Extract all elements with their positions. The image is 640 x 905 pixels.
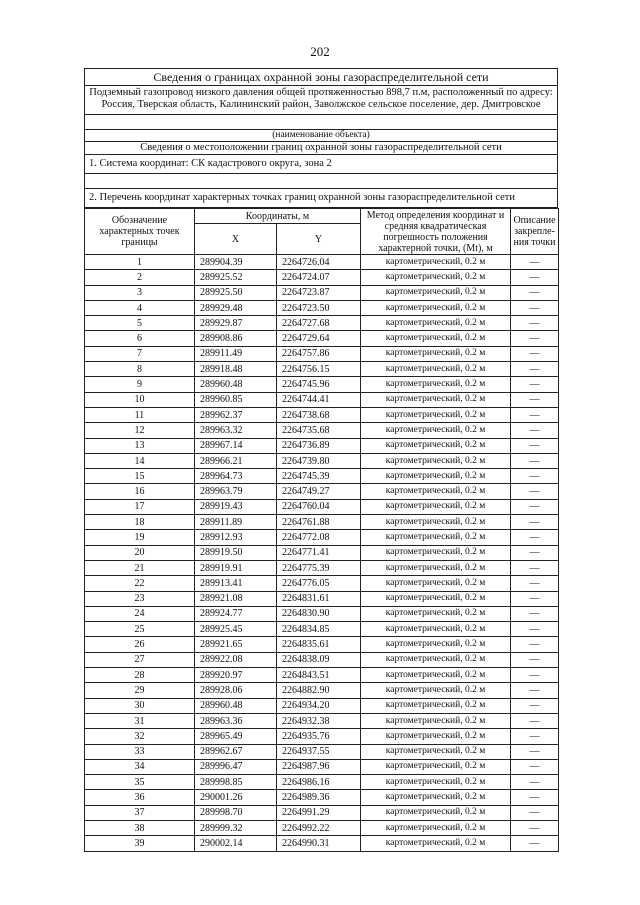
cell-point: 14 [85, 453, 195, 468]
cell-method: картометрический, 0.2 м [361, 407, 511, 422]
table-row [85, 255, 559, 270]
cell-method: картометрический, 0.2 м [361, 438, 511, 453]
cell-y: 2264992.22 [277, 820, 361, 835]
cell-description: — [511, 805, 559, 820]
cell-method: картометрический, 0.2 м [361, 805, 511, 820]
cell-method: картометрический, 0.2 м [361, 820, 511, 835]
cell-description: — [511, 591, 559, 606]
cell-x: 289963.32 [195, 423, 277, 438]
table-row [85, 729, 559, 744]
cell-x: 289919.43 [195, 499, 277, 514]
cell-method: картометрический, 0.2 м [361, 637, 511, 652]
cell-x: 289913.41 [195, 576, 277, 591]
cell-point: 10 [85, 392, 195, 407]
cell-y: 2264986.16 [277, 775, 361, 790]
cell-x: 289929.48 [195, 300, 277, 315]
cell-method: картометрический, 0.2 м [361, 331, 511, 346]
cell-method: картометрический, 0.2 м [361, 377, 511, 392]
cell-x: 289967.14 [195, 438, 277, 453]
cell-method: картометрический, 0.2 м [361, 285, 511, 300]
cell-y: 2264843.51 [277, 668, 361, 683]
cell-y: 2264834.85 [277, 622, 361, 637]
cell-point: 25 [85, 622, 195, 637]
cell-point: 6 [85, 331, 195, 346]
cell-description: — [511, 775, 559, 790]
cell-y: 2264736.89 [277, 438, 361, 453]
cell-description: — [511, 622, 559, 637]
cell-y: 2264830.90 [277, 606, 361, 621]
cell-x: 290001.26 [195, 790, 277, 805]
cell-description: — [511, 545, 559, 560]
cell-point: 13 [85, 438, 195, 453]
location-title: Сведения о местоположении границ охранной зоны газораспределительной сети [85, 142, 557, 155]
cell-method: картометрический, 0.2 м [361, 668, 511, 683]
cell-method: картометрический, 0.2 м [361, 423, 511, 438]
cell-y: 2264987.96 [277, 759, 361, 774]
object-name-caption: (наименование объекта) [85, 130, 557, 142]
cell-x: 289921.65 [195, 637, 277, 652]
cell-x: 289998.85 [195, 775, 277, 790]
cell-point: 19 [85, 530, 195, 545]
cell-x: 289925.45 [195, 622, 277, 637]
cell-point: 23 [85, 591, 195, 606]
table-row [85, 606, 559, 621]
table-row [85, 469, 559, 484]
document-title: Сведения о границах охранной зоны газораспределительной сети [85, 69, 557, 86]
cell-description: — [511, 469, 559, 484]
cell-point: 9 [85, 377, 195, 392]
cell-y: 2264775.39 [277, 560, 361, 575]
cell-method: картометрический, 0.2 м [361, 530, 511, 545]
cell-method: картометрический, 0.2 м [361, 698, 511, 713]
cell-x: 289920.97 [195, 668, 277, 683]
table-row [85, 805, 559, 820]
cell-y: 2264935.76 [277, 729, 361, 744]
cell-point: 26 [85, 637, 195, 652]
cell-description: — [511, 484, 559, 499]
cell-description: — [511, 285, 559, 300]
cell-y: 2264835.61 [277, 637, 361, 652]
cell-method: картометрический, 0.2 м [361, 392, 511, 407]
cell-description: — [511, 407, 559, 422]
cell-point: 35 [85, 775, 195, 790]
table-row [85, 423, 559, 438]
cell-point: 18 [85, 515, 195, 530]
cell-point: 20 [85, 545, 195, 560]
cell-method: картометрический, 0.2 м [361, 622, 511, 637]
cell-y: 2264745.96 [277, 377, 361, 392]
table-row [85, 790, 559, 805]
cell-y: 2264735.68 [277, 423, 361, 438]
cell-point: 12 [85, 423, 195, 438]
cell-description: — [511, 668, 559, 683]
cell-method: картометрический, 0.2 м [361, 545, 511, 560]
cell-method: картометрический, 0.2 м [361, 469, 511, 484]
cell-point: 16 [85, 484, 195, 499]
cell-y: 2264776.05 [277, 576, 361, 591]
cell-method: картометрический, 0.2 м [361, 652, 511, 667]
cell-method: картометрический, 0.2 м [361, 270, 511, 285]
cell-x: 289964.73 [195, 469, 277, 484]
cell-description: — [511, 362, 559, 377]
cell-y: 2264772.08 [277, 530, 361, 545]
cell-y: 2264749.27 [277, 484, 361, 499]
cell-description: — [511, 438, 559, 453]
cell-point: 17 [85, 499, 195, 514]
table-row [85, 683, 559, 698]
cell-description: — [511, 713, 559, 728]
cell-method: картометрический, 0.2 м [361, 576, 511, 591]
cell-description: — [511, 270, 559, 285]
cell-y: 2264757.86 [277, 346, 361, 361]
cell-method: картометрический, 0.2 м [361, 499, 511, 514]
cell-point: 33 [85, 744, 195, 759]
table-row [85, 576, 559, 591]
cell-x: 289925.50 [195, 285, 277, 300]
cell-description: — [511, 576, 559, 591]
table-row [85, 744, 559, 759]
cell-description: — [511, 744, 559, 759]
cell-point: 2 [85, 270, 195, 285]
cell-point: 36 [85, 790, 195, 805]
cell-y: 2264761.88 [277, 515, 361, 530]
cell-point: 27 [85, 652, 195, 667]
table-row [85, 591, 559, 606]
cell-method: картометрический, 0.2 м [361, 255, 511, 270]
cell-method: картометрический, 0.2 м [361, 790, 511, 805]
cell-x: 289911.49 [195, 346, 277, 361]
cell-description: — [511, 790, 559, 805]
blank-row [85, 174, 557, 189]
table-row [85, 698, 559, 713]
cell-y: 2264723.87 [277, 285, 361, 300]
cell-description: — [511, 377, 559, 392]
cell-point: 22 [85, 576, 195, 591]
cell-point: 30 [85, 698, 195, 713]
cell-y: 2264739.80 [277, 453, 361, 468]
cell-x: 289921.08 [195, 591, 277, 606]
cell-method: картометрический, 0.2 м [361, 453, 511, 468]
cell-point: 29 [85, 683, 195, 698]
cell-x: 289928.06 [195, 683, 277, 698]
cell-point: 15 [85, 469, 195, 484]
col-header-x: X [195, 224, 277, 255]
cell-method: картометрический, 0.2 м [361, 300, 511, 315]
cell-x: 289908.86 [195, 331, 277, 346]
cell-description: — [511, 453, 559, 468]
cell-y: 2264937.55 [277, 744, 361, 759]
cell-description: — [511, 423, 559, 438]
cell-description: — [511, 331, 559, 346]
cell-point: 28 [85, 668, 195, 683]
cell-x: 289962.37 [195, 407, 277, 422]
cell-method: картометрический, 0.2 м [361, 484, 511, 499]
cell-description: — [511, 515, 559, 530]
table-row [85, 300, 559, 315]
cell-y: 2264756.15 [277, 362, 361, 377]
cell-method: картометрический, 0.2 м [361, 775, 511, 790]
document-frame [84, 68, 558, 852]
points-list-title: 2. Перечень координат характерных точках границ охранной зоны газораспределительной сети [85, 189, 557, 208]
cell-y: 2264934.20 [277, 698, 361, 713]
cell-description: — [511, 392, 559, 407]
document-header [84, 68, 558, 208]
cell-x: 289929.87 [195, 316, 277, 331]
table-row [85, 407, 559, 422]
cell-method: картометрический, 0.2 м [361, 713, 511, 728]
cell-description: — [511, 499, 559, 514]
cell-x: 289999.32 [195, 820, 277, 835]
cell-x: 289919.91 [195, 560, 277, 575]
table-row [85, 484, 559, 499]
cell-method: картометрический, 0.2 м [361, 729, 511, 744]
table-row [85, 820, 559, 835]
table-row [85, 453, 559, 468]
cell-method: картометрический, 0.2 м [361, 836, 511, 851]
table-row [85, 545, 559, 560]
cell-y: 2264932.38 [277, 713, 361, 728]
cell-y: 2264724.07 [277, 270, 361, 285]
cell-x: 289996.47 [195, 759, 277, 774]
cell-x: 289924.77 [195, 606, 277, 621]
cell-x: 289963.79 [195, 484, 277, 499]
cell-point: 1 [85, 255, 195, 270]
table-row [85, 836, 559, 851]
cell-x: 289965.49 [195, 729, 277, 744]
cell-x: 289919.50 [195, 545, 277, 560]
cell-x: 289966.21 [195, 453, 277, 468]
cell-point: 31 [85, 713, 195, 728]
cell-description: — [511, 530, 559, 545]
blank-row [85, 115, 557, 130]
cell-method: картометрический, 0.2 м [361, 362, 511, 377]
cell-y: 2264723.50 [277, 300, 361, 315]
cell-point: 37 [85, 805, 195, 820]
object-description: Подземный газопровод низкого давления общей протяженностью 898,7 п.м, расположенный по адресу: Россия, Тверская область, Калининский район, Заволжское сельское поселение, дер. Дмитровское [85, 86, 557, 115]
cell-description: — [511, 316, 559, 331]
page-number: 202 [310, 44, 330, 59]
cell-x: 289960.48 [195, 377, 277, 392]
cell-x: 289912.93 [195, 530, 277, 545]
cell-y: 2264991.29 [277, 805, 361, 820]
cell-x: 289918.48 [195, 362, 277, 377]
cell-method: картометрический, 0.2 м [361, 560, 511, 575]
cell-x: 289963.36 [195, 713, 277, 728]
cell-description: — [511, 300, 559, 315]
table-row [85, 499, 559, 514]
cell-point: 38 [85, 820, 195, 835]
col-header-y: Y [277, 224, 361, 255]
cell-point: 24 [85, 606, 195, 621]
cell-point: 3 [85, 285, 195, 300]
table-row [85, 316, 559, 331]
cell-y: 2264727.68 [277, 316, 361, 331]
cell-description: — [511, 759, 559, 774]
table-row [85, 270, 559, 285]
cell-y: 2264771.41 [277, 545, 361, 560]
table-row [85, 560, 559, 575]
cell-method: картометрический, 0.2 м [361, 744, 511, 759]
table-body [85, 255, 559, 852]
cell-x: 289960.48 [195, 698, 277, 713]
table-row [85, 515, 559, 530]
col-header-coords: Координаты, м [195, 209, 361, 224]
cell-point: 4 [85, 300, 195, 315]
coord-system: 1. Система координат: СК кадастрового округа, зона 2 [85, 155, 557, 174]
col-header-point: Обозначение характерных точек границы [85, 209, 195, 255]
cell-method: картометрический, 0.2 м [361, 346, 511, 361]
cell-x: 289904.39 [195, 255, 277, 270]
table-row [85, 346, 559, 361]
table-row [85, 759, 559, 774]
cell-y: 2264729.64 [277, 331, 361, 346]
cell-y: 2264744.41 [277, 392, 361, 407]
table-row [85, 668, 559, 683]
cell-point: 7 [85, 346, 195, 361]
cell-method: картометрический, 0.2 м [361, 759, 511, 774]
cell-point: 11 [85, 407, 195, 422]
coordinates-table [84, 208, 559, 852]
cell-x: 290002.14 [195, 836, 277, 851]
cell-point: 5 [85, 316, 195, 331]
cell-method: картометрический, 0.2 м [361, 316, 511, 331]
cell-x: 289911.89 [195, 515, 277, 530]
table-row [85, 331, 559, 346]
cell-description: — [511, 836, 559, 851]
cell-y: 2264838.09 [277, 652, 361, 667]
cell-x: 289998.70 [195, 805, 277, 820]
cell-y: 2264726.04 [277, 255, 361, 270]
cell-y: 2264760.04 [277, 499, 361, 514]
cell-description: — [511, 606, 559, 621]
col-header-method: Метод определения координат и средняя квадратическая погрешность положения характерной точки, (Mt), м [361, 209, 511, 255]
cell-description: — [511, 652, 559, 667]
cell-description: — [511, 683, 559, 698]
cell-description: — [511, 820, 559, 835]
cell-description: — [511, 560, 559, 575]
cell-x: 289962.67 [195, 744, 277, 759]
table-row [85, 622, 559, 637]
cell-method: картометрический, 0.2 м [361, 606, 511, 621]
cell-method: картометрический, 0.2 м [361, 515, 511, 530]
cell-y: 2264745.39 [277, 469, 361, 484]
cell-point: 32 [85, 729, 195, 744]
cell-point: 34 [85, 759, 195, 774]
table-row [85, 713, 559, 728]
table-row [85, 775, 559, 790]
table-row [85, 438, 559, 453]
cell-point: 8 [85, 362, 195, 377]
cell-y: 2264990.31 [277, 836, 361, 851]
cell-y: 2264738.68 [277, 407, 361, 422]
table-row [85, 530, 559, 545]
table-row [85, 362, 559, 377]
cell-method: картометрический, 0.2 м [361, 683, 511, 698]
cell-y: 2264882.90 [277, 683, 361, 698]
cell-y: 2264989.36 [277, 790, 361, 805]
cell-description: — [511, 729, 559, 744]
cell-point: 21 [85, 560, 195, 575]
cell-y: 2264831.61 [277, 591, 361, 606]
cell-description: — [511, 255, 559, 270]
table-row [85, 377, 559, 392]
table-row [85, 637, 559, 652]
cell-x: 289960.85 [195, 392, 277, 407]
cell-description: — [511, 698, 559, 713]
cell-point: 39 [85, 836, 195, 851]
table-row [85, 285, 559, 300]
cell-method: картометрический, 0.2 м [361, 591, 511, 606]
cell-description: — [511, 346, 559, 361]
cell-description: — [511, 637, 559, 652]
cell-x: 289925.52 [195, 270, 277, 285]
table-row [85, 652, 559, 667]
col-header-description: Описание закрепле-ния точки [511, 209, 559, 255]
table-row [85, 392, 559, 407]
cell-x: 289922.08 [195, 652, 277, 667]
